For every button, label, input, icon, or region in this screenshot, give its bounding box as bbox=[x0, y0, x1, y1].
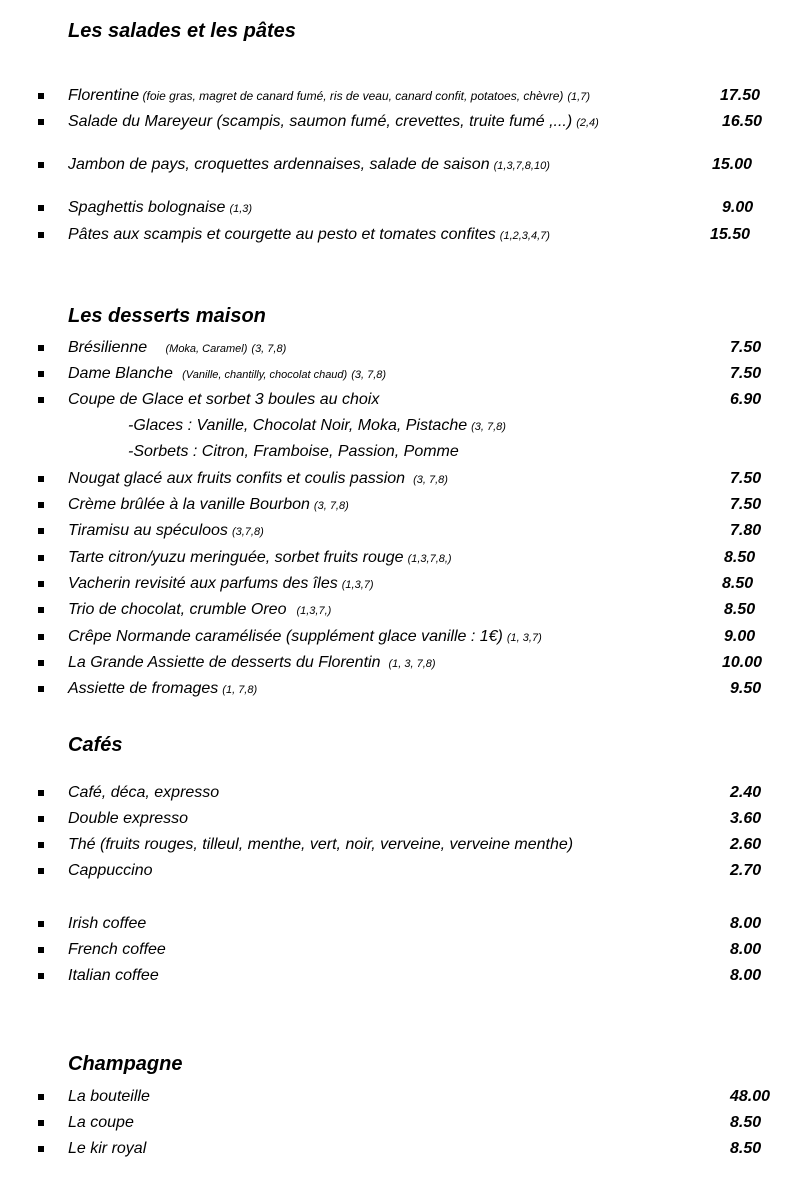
bullet-icon bbox=[38, 816, 44, 822]
item-price: 7.50 bbox=[730, 365, 762, 382]
item-price: 8.50 bbox=[730, 1114, 762, 1131]
item-price: 8.00 bbox=[730, 967, 762, 984]
menu-item bbox=[0, 913, 800, 937]
item-name: Cappuccino bbox=[68, 862, 153, 879]
bullet-icon bbox=[38, 555, 44, 561]
item-price: 7.50 bbox=[730, 496, 762, 513]
bullet-icon bbox=[38, 345, 44, 351]
item-price: 15.00 bbox=[712, 156, 753, 173]
allergen-note: (3, 7,8) bbox=[471, 421, 506, 433]
item-price: 7.80 bbox=[730, 522, 762, 539]
allergen-note: (1, 7,8) bbox=[222, 684, 258, 696]
item-price: 8.00 bbox=[730, 915, 762, 932]
item-price: 8.50 bbox=[730, 1140, 762, 1157]
menu-item bbox=[0, 965, 800, 989]
bullet-icon bbox=[38, 371, 44, 377]
menu-item bbox=[0, 782, 800, 806]
item-name: Tarte citron/yuzu meringuée, sorbet fruits rouge bbox=[68, 549, 404, 566]
section-title-salades: Les salades et les pâtes bbox=[68, 20, 296, 42]
bullet-icon bbox=[38, 502, 44, 508]
item-name: Jambon de pays, croquettes ardennaises, salade de saison bbox=[68, 156, 490, 173]
section-title-desserts: Les desserts maison bbox=[68, 305, 266, 327]
allergen-note: (3,7,8) bbox=[231, 526, 264, 538]
sorbets-options: -Sorbets : Citron, Framboise, Passion, Pomme bbox=[128, 443, 459, 460]
menu-item bbox=[0, 652, 800, 676]
menu-item bbox=[0, 85, 800, 109]
allergen-note: (1,3,7) bbox=[341, 579, 374, 591]
item-name: Salade du Mareyeur (scampis, saumon fumé, crevettes, truite fumé ,...) bbox=[68, 113, 573, 130]
item-price: 8.00 bbox=[730, 941, 762, 958]
bullet-icon bbox=[38, 790, 44, 796]
item-price: 7.50 bbox=[730, 339, 762, 356]
item-name: Tiramisu au spéculoos bbox=[68, 522, 228, 539]
bullet-icon bbox=[38, 1120, 44, 1126]
menu-item bbox=[0, 1138, 800, 1162]
item-name: Double expresso bbox=[68, 810, 189, 827]
item-name: Thé (fruits rouges, tilleul, menthe, vert, noir, verveine, verveine menthe) bbox=[68, 836, 574, 853]
item-name: Italian coffee bbox=[68, 967, 159, 984]
menu-item bbox=[0, 154, 800, 178]
allergen-note: (1,3,7,) bbox=[296, 605, 332, 617]
menu-item bbox=[0, 626, 800, 650]
item-price: 10.00 bbox=[722, 654, 763, 671]
item-name: Florentine bbox=[68, 87, 140, 104]
item-name: Le kir royal bbox=[68, 1140, 147, 1157]
menu-item bbox=[0, 337, 800, 361]
item-price: 7.50 bbox=[730, 470, 762, 487]
bullet-icon bbox=[38, 973, 44, 979]
menu-item bbox=[0, 111, 800, 135]
item-name: Crêpe Normande caramélisée (supplément glace vanille : 1€) bbox=[68, 628, 503, 645]
item-price: 8.50 bbox=[724, 549, 756, 566]
menu-item bbox=[0, 834, 800, 858]
item-price: 2.70 bbox=[730, 862, 762, 879]
item-price: 15.50 bbox=[710, 226, 751, 243]
bullet-icon bbox=[38, 232, 44, 238]
bullet-icon bbox=[38, 607, 44, 613]
item-price: 6.90 bbox=[730, 391, 762, 408]
bullet-icon bbox=[38, 686, 44, 692]
menu-item bbox=[0, 197, 800, 221]
item-name: Dame Blanche bbox=[68, 365, 173, 382]
item-price: 16.50 bbox=[722, 113, 763, 130]
bullet-icon bbox=[38, 119, 44, 125]
item-price: 9.00 bbox=[722, 199, 754, 216]
menu-item bbox=[0, 1112, 800, 1136]
item-price: 17.50 bbox=[720, 87, 761, 104]
allergen-note: (3, 7,8) bbox=[413, 474, 448, 486]
item-name: Irish coffee bbox=[68, 915, 147, 932]
item-price: 9.00 bbox=[724, 628, 756, 645]
menu-item bbox=[0, 494, 800, 518]
menu-item bbox=[0, 599, 800, 623]
allergen-note: (3, 7,8) bbox=[313, 500, 349, 512]
allergen-note: (1,2,3,4,7) bbox=[499, 230, 550, 242]
bullet-icon bbox=[38, 581, 44, 587]
section-title-cafes: Cafés bbox=[68, 734, 123, 756]
item-name: Brésilienne bbox=[68, 339, 148, 356]
item-name: La Grande Assiette de desserts du Florentin bbox=[68, 654, 381, 671]
item-price: 8.50 bbox=[722, 575, 754, 592]
bullet-icon bbox=[38, 660, 44, 666]
menu-item bbox=[0, 468, 800, 492]
allergen-note: (1,7) bbox=[567, 91, 590, 103]
allergen-note: (3, 7,8) bbox=[251, 343, 287, 355]
allergen-note: (3, 7,8) bbox=[351, 369, 387, 381]
item-name: Spaghettis bolognaise bbox=[68, 199, 226, 216]
allergen-note: (1,3) bbox=[229, 203, 253, 215]
item-price: 48.00 bbox=[730, 1088, 771, 1105]
item-price: 2.40 bbox=[730, 784, 762, 801]
section-title-champagne: Champagne bbox=[68, 1053, 183, 1075]
bullet-icon bbox=[38, 947, 44, 953]
bullet-icon bbox=[38, 397, 44, 403]
bullet-icon bbox=[38, 634, 44, 640]
menu-item bbox=[0, 678, 800, 702]
bullet-icon bbox=[38, 205, 44, 211]
item-name: La coupe bbox=[68, 1114, 134, 1131]
allergen-note: (1,3,7,8,) bbox=[407, 553, 452, 565]
item-name: La bouteille bbox=[68, 1088, 150, 1105]
bullet-icon bbox=[38, 1094, 44, 1100]
item-name: Nougat glacé aux fruits confits et coulis passion bbox=[68, 470, 406, 487]
menu-item bbox=[0, 224, 800, 248]
item-name: Coupe de Glace et sorbet 3 boules au choix bbox=[68, 391, 380, 408]
menu-item bbox=[0, 808, 800, 832]
menu-item bbox=[0, 520, 800, 544]
item-price: 8.50 bbox=[724, 601, 756, 618]
bullet-icon bbox=[38, 528, 44, 534]
menu-item bbox=[0, 939, 800, 963]
bullet-icon bbox=[38, 868, 44, 874]
allergen-note: (2,4) bbox=[576, 117, 599, 129]
bullet-icon bbox=[38, 1146, 44, 1152]
item-description: (Moka, Caramel) bbox=[147, 343, 248, 355]
item-price: 2.60 bbox=[730, 836, 762, 853]
item-name: Café, déca, expresso bbox=[68, 784, 220, 801]
menu-item bbox=[0, 573, 800, 597]
menu-item bbox=[0, 1086, 800, 1110]
menu-item bbox=[0, 389, 800, 413]
item-name: Assiette de fromages bbox=[68, 680, 219, 697]
item-description: (Vanille, chantilly, chocolat chaud) bbox=[172, 369, 348, 381]
item-name: French coffee bbox=[68, 941, 166, 958]
allergen-note: (1, 3,7) bbox=[506, 632, 542, 644]
bullet-icon bbox=[38, 162, 44, 168]
menu-item bbox=[0, 547, 800, 571]
item-name: Trio de chocolat, crumble Oreo bbox=[68, 601, 287, 618]
item-name: Pâtes aux scampis et courgette au pesto et tomates confites bbox=[68, 226, 496, 243]
item-price: 9.50 bbox=[730, 680, 762, 697]
item-price: 3.60 bbox=[730, 810, 762, 827]
item-description: (foie gras, magret de canard fumé, ris de veau, canard confit, potatoes, chèvre) bbox=[139, 89, 564, 103]
item-name: Vacherin revisité aux parfums des îles bbox=[68, 575, 338, 592]
bullet-icon bbox=[38, 476, 44, 482]
menu-item bbox=[0, 363, 800, 387]
glaces-text: -Glaces : Vanille, Chocolat Noir, Moka, Pistache bbox=[128, 417, 468, 434]
menu-item bbox=[0, 860, 800, 884]
allergen-note: (1, 3, 7,8) bbox=[388, 658, 436, 670]
bullet-icon bbox=[38, 842, 44, 848]
allergen-note: (1,3,7,8,10) bbox=[493, 160, 550, 172]
bullet-icon bbox=[38, 921, 44, 927]
bullet-icon bbox=[38, 93, 44, 99]
glaces-options bbox=[128, 415, 506, 438]
item-name: Crème brûlée à la vanille Bourbon bbox=[68, 496, 310, 513]
